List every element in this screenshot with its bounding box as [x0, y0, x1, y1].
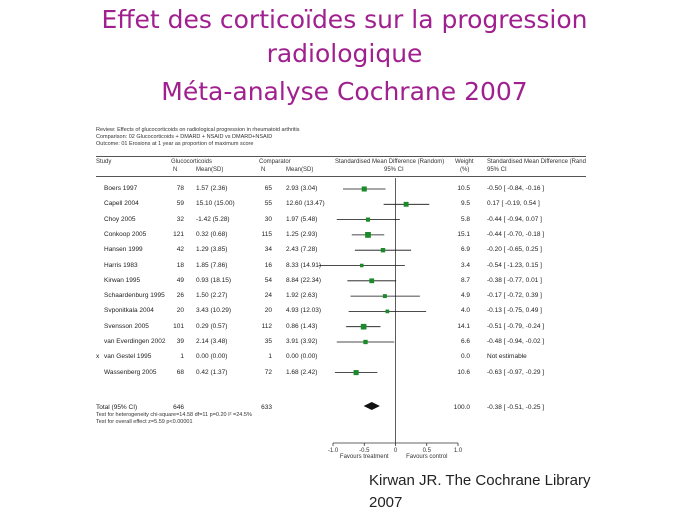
comp-mean-sd: 3.91 (3.92) [286, 338, 318, 345]
comp-mean-sd: 1.25 (2.93) [286, 230, 318, 238]
comp-mean-sd: 1.97 (5.48) [286, 215, 318, 223]
weight: 4.0 [460, 307, 470, 315]
comp-mean-sd: 8.33 (14.91) [286, 261, 322, 269]
gc-n: 18 [176, 261, 184, 269]
weight: 3.4 [460, 261, 470, 269]
smd-ci-text: -0.44 [ -0.70, -0.18 ] [487, 230, 545, 238]
favours-treatment-label: Favours treatment [339, 454, 389, 460]
citation [369, 470, 649, 514]
header-gc-n: N [173, 167, 178, 173]
weight: 14.1 [457, 322, 470, 330]
comp-n: 115 [261, 230, 272, 238]
study-name: Hansen 1999 [104, 246, 143, 254]
favours-control-label: Favours control [406, 454, 448, 460]
study-effect-box [366, 218, 370, 222]
gc-n: 78 [176, 185, 184, 192]
header-smd2: Standardised Mean Difference (Rand [487, 159, 586, 165]
gc-mean-sd: 0.29 (0.57) [196, 322, 228, 330]
total-weight: 100.0 [453, 404, 470, 411]
x-axis-tick-label: -1.0 [327, 448, 339, 454]
weight: 15.1 [457, 230, 470, 238]
header-smd-ci: 95% CI [384, 167, 404, 173]
comp-n: 34 [264, 246, 272, 254]
gc-n: 26 [176, 292, 184, 300]
x-axis-tick-label: 0 [393, 448, 398, 454]
weight: 6.6 [460, 338, 470, 345]
citation-line-1: Kirwan JR. The Cochrane Library [369, 472, 591, 489]
gc-mean-sd: 1.50 (2.27) [196, 292, 228, 300]
header-smd2-ci: 95% CI [487, 167, 507, 173]
weight: 9.5 [460, 200, 470, 208]
gc-mean-sd: 1.85 (7.86) [196, 261, 228, 269]
comp-mean-sd: 0.00 (0.00) [286, 353, 318, 361]
gc-mean-sd: 1.57 (2.36) [196, 185, 228, 192]
weight: 0.0 [460, 353, 470, 361]
gc-n: 121 [173, 230, 184, 238]
gc-mean-sd: 3.43 (10.29) [196, 307, 232, 315]
study-effect-box [404, 202, 409, 207]
study-name: Wassenberg 2005 [104, 368, 157, 376]
total-label: Total (95% CI) [96, 404, 138, 411]
gc-mean-sd: 0.32 (0.68) [196, 230, 228, 238]
comp-mean-sd: 2.43 (7.28) [286, 246, 318, 254]
smd-ci-text: -0.20 [ -0.65, 0.25 ] [487, 246, 542, 254]
study-name: Svponitkala 2004 [104, 307, 154, 315]
comp-mean-sd: 12.60 (13.47) [286, 200, 325, 208]
pooled-effect-diamond [364, 402, 380, 410]
study-effect-box [360, 264, 364, 268]
comp-mean-sd: 8.84 (22.34) [286, 276, 322, 284]
study-effect-box [361, 324, 367, 330]
comp-mean-sd: 0.86 (1.43) [286, 322, 318, 330]
weight: 6.9 [460, 246, 470, 254]
gc-mean-sd: 15.10 (15.00) [196, 200, 235, 208]
study-name: Conkoop 2005 [104, 230, 147, 238]
gc-n: 1 [180, 353, 184, 361]
study-name: van Everdingen 2002 [104, 338, 166, 345]
citation-line-2: 2007 [369, 494, 403, 511]
heterogeneity-test: Test for heterogeneity chi-square=14.58 df=11 p=0.20 I² =24.5% [96, 412, 252, 418]
review-title: Review: Effects of glucocorticoids on radiological progression in rheumatoid arthritis [96, 127, 300, 133]
study-name: Choy 2005 [104, 215, 136, 223]
slide-title-line-2: radiologique [266, 39, 423, 68]
study-effect-box [381, 248, 385, 252]
study-effect-box [363, 340, 367, 344]
header-gc-mean: Mean(SD) [196, 167, 224, 173]
study-name: Capell 2004 [104, 200, 139, 208]
x-axis-tick-label: 0.5 [422, 448, 431, 454]
header-study: Study [96, 159, 112, 165]
smd-ci-text: Not estimable [487, 353, 527, 361]
weight: 4.9 [460, 292, 470, 300]
header-weight-unit: (%) [460, 167, 470, 173]
comp-n: 55 [264, 200, 272, 208]
comp-n: 35 [264, 338, 272, 345]
gc-mean-sd: -1.42 (5.28) [196, 215, 230, 223]
total-comp-n: 633 [261, 404, 272, 411]
comp-n: 30 [264, 215, 272, 223]
study-name: Svensson 2005 [104, 322, 149, 330]
total-gc-n: 646 [173, 404, 184, 411]
gc-mean-sd: 0.93 (18.15) [196, 276, 232, 284]
study-effect-box [383, 294, 387, 298]
study-effect-box [354, 370, 359, 375]
smd-ci-text: -0.63 [ -0.97, -0.29 ] [487, 368, 545, 376]
comp-mean-sd: 1.68 (2.42) [286, 368, 318, 376]
x-axis-tick-label: -0.5 [359, 448, 370, 454]
smd-ci-text: -0.54 [ -1.23, 0.15 ] [487, 261, 542, 269]
comp-mean-sd: 4.93 (12.03) [286, 307, 322, 315]
header-comp-mean: Mean(SD) [286, 167, 314, 173]
study-effect-box [369, 278, 374, 283]
weight: 10.5 [457, 185, 470, 192]
total-ci-text: -0.38 [ -0.51, -0.25 ] [487, 404, 545, 411]
review-outcome: Outcome: 01 Erosions at 1 year as proportion of maximum score [96, 141, 254, 147]
study-effect-box [386, 310, 390, 314]
comp-n: 65 [264, 185, 272, 192]
smd-ci-text: -0.48 [ -0.94, -0.02 ] [487, 338, 545, 345]
header-gc: Glucocorticoids [171, 159, 213, 165]
weight: 8.7 [460, 276, 470, 284]
smd-ci-text: -0.51 [ -0.79, -0.24 ] [487, 322, 545, 330]
smd-ci-text: -0.44 [ -0.94, 0.07 ] [487, 215, 542, 223]
gc-n: 49 [176, 276, 184, 284]
comp-n: 112 [261, 322, 272, 330]
header-comp: Comparator [259, 159, 291, 165]
smd-ci-text: -0.50 [ -0.84, -0.16 ] [487, 185, 545, 192]
gc-n: 59 [176, 200, 184, 208]
weight: 10.6 [457, 368, 470, 376]
overall-effect-test: Test for overall effect z=5.59 p<0.00001 [96, 419, 193, 425]
header-weight: Weight [455, 159, 474, 165]
x-axis-tick-label: 1.0 [453, 448, 463, 454]
gc-n: 68 [176, 368, 184, 376]
study-name: Harris 1983 [104, 261, 138, 269]
gc-n: 20 [176, 307, 184, 315]
comp-n: 16 [264, 261, 272, 269]
study-effect-box [362, 186, 367, 191]
gc-mean-sd: 0.00 (0.00) [196, 353, 228, 361]
smd-ci-text: -0.17 [ -0.72, 0.39 ] [487, 292, 542, 300]
review-comparison: Comparison: 02 Glucocorticoids + DMARD + NSAID vs DMARD+NSAID [96, 134, 273, 140]
comp-n: 54 [264, 276, 272, 284]
study-name: Boers 1997 [104, 185, 138, 192]
gc-mean-sd: 0.42 (1.37) [196, 368, 228, 376]
comp-n: 72 [264, 368, 272, 376]
gc-n: 32 [176, 215, 184, 223]
comp-n: 20 [264, 307, 272, 315]
gc-mean-sd: 1.29 (3.85) [196, 246, 228, 254]
smd-ci-text: -0.38 [ -0.77, 0.01 ] [487, 276, 542, 284]
comp-n: 1 [268, 353, 272, 361]
study-name: Kirwan 1995 [104, 276, 141, 284]
slide-title-line-3: Méta-analyse Cochrane 2007 [161, 77, 528, 106]
comp-mean-sd: 2.93 (3.04) [286, 185, 318, 192]
gc-n: 39 [176, 338, 184, 345]
comp-mean-sd: 1.92 (2.63) [286, 292, 318, 300]
comp-n: 24 [264, 292, 272, 300]
gc-n: 101 [173, 322, 184, 330]
weight: 5.8 [460, 215, 470, 223]
gc-n: 42 [176, 246, 184, 254]
study-name: van Gestel 1995 [104, 353, 152, 361]
slide-title-line-1: Effet des corticoïdes sur la progression [101, 5, 588, 34]
study-effect-box [365, 232, 371, 238]
smd-ci-text: 0.17 [ -0.19, 0.54 ] [487, 200, 540, 208]
excluded-mark: x [96, 353, 100, 361]
header-smd: Standardised Mean Difference (Random) [335, 159, 445, 165]
smd-ci-text: -0.13 [ -0.75, 0.49 ] [487, 307, 542, 315]
header-comp-n: N [261, 167, 266, 173]
gc-mean-sd: 2.14 (3.48) [196, 338, 228, 345]
study-name: Schaardenburg 1995 [104, 292, 165, 300]
